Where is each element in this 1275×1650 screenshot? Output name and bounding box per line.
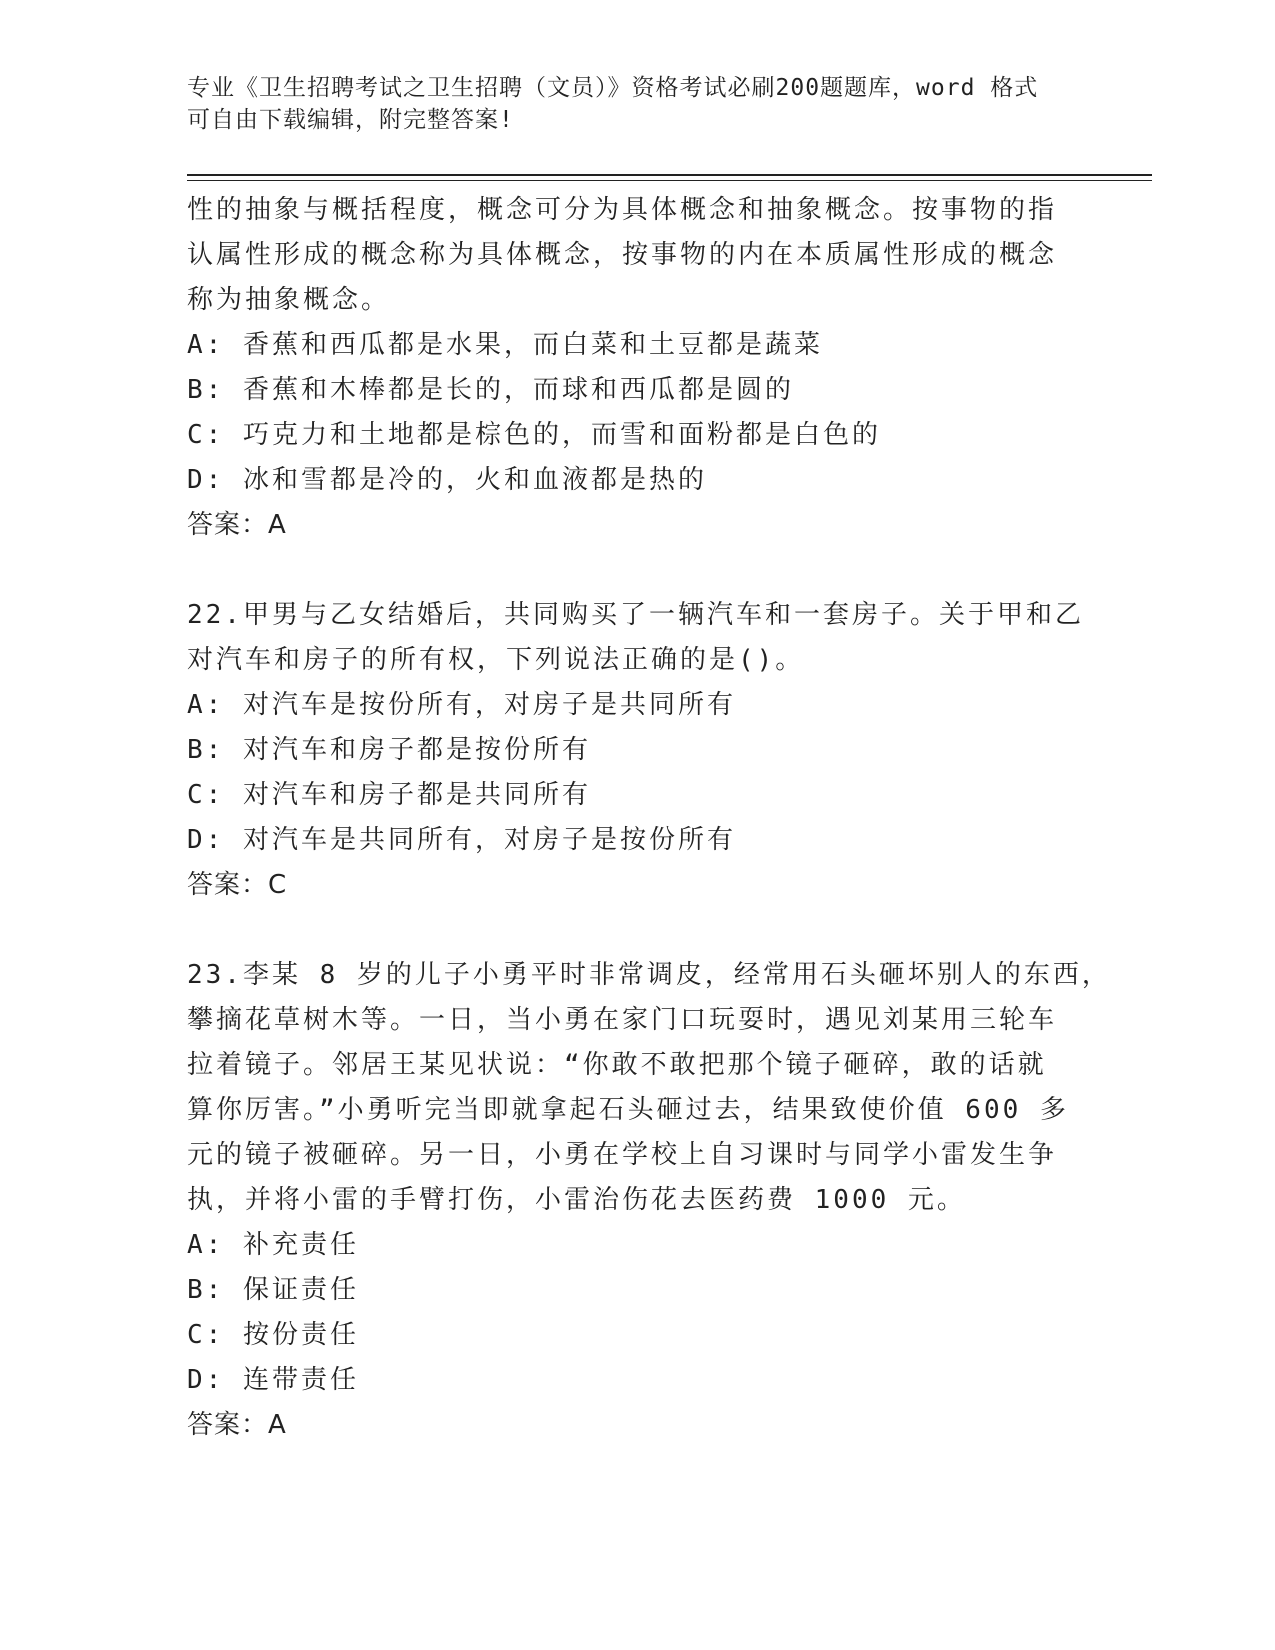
- option-b: B: 保证责任: [187, 1275, 359, 1305]
- header-rule-thin: [187, 180, 1152, 181]
- answer: 答案：A: [187, 510, 287, 540]
- header-rule-thick: [187, 174, 1152, 176]
- option-c: C: 按份责任: [187, 1320, 359, 1350]
- question-23: [187, 953, 1111, 1448]
- question-stem-line: 执，并将小雷的手臂打伤，小雷治伤花去医药费 1000 元。: [187, 1185, 966, 1215]
- question-text-line: 认属性形成的概念称为具体概念，按事物的内在本质属性形成的概念: [187, 240, 1058, 270]
- question-stem-line: 对汽车和房子的所有权，下列说法正确的是()。: [187, 645, 805, 675]
- question-21: [187, 188, 1067, 548]
- answer: 答案：C: [187, 870, 288, 900]
- option-a: A: 对汽车是按份所有，对房子是共同所有: [187, 690, 736, 720]
- header-line-2: 可自由下载编辑，附完整答案!: [187, 107, 514, 133]
- option-a: A: 补充责任: [187, 1230, 359, 1260]
- option-d: D: 对汽车是共同所有，对房子是按份所有: [187, 825, 736, 855]
- question-text-line: 称为抽象概念。: [187, 285, 391, 315]
- option-b: B: 对汽车和房子都是按份所有: [187, 735, 591, 765]
- question-stem-line: 攀摘花草树木等。一日，当小勇在家门口玩耍时，遇见刘某用三轮车: [187, 1005, 1058, 1035]
- page-header: [187, 72, 1067, 136]
- option-d: D: 连带责任: [187, 1365, 359, 1395]
- document-body: [187, 188, 1111, 1448]
- question-stem-line: 22.甲男与乙女结婚后，共同购买了一辆汽车和一套房子。关于甲和乙: [187, 600, 1084, 630]
- spacer: [187, 908, 1067, 953]
- answer: 答案：A: [187, 1410, 287, 1440]
- option-b: B: 香蕉和木棒都是长的，而球和西瓜都是圆的: [187, 375, 794, 405]
- option-c: C: 对汽车和房子都是共同所有: [187, 780, 591, 810]
- option-d: D: 冰和雪都是冷的，火和血液都是热的: [187, 465, 707, 495]
- option-a: A: 香蕉和西瓜都是水果，而白菜和土豆都是蔬菜: [187, 330, 823, 360]
- option-c: C: 巧克力和土地都是棕色的，而雪和面粉都是白色的: [187, 420, 881, 450]
- header-line-1: 专业《卫生招聘考试之卫生招聘（文员）》资格考试必刷200题题库，word 格式: [187, 75, 1039, 101]
- question-22: [187, 593, 1084, 908]
- question-stem-line: 算你厉害。”小勇听完当即就拿起石头砸过去，结果致使价值 600 多: [187, 1095, 1069, 1125]
- question-text-line: 性的抽象与概括程度，概念可分为具体概念和抽象概念。按事物的指: [187, 195, 1058, 225]
- question-stem-line: 拉着镜子。邻居王某见状说：“你敢不敢把那个镜子砸碎，敢的话就: [187, 1050, 1047, 1080]
- question-stem-line: 23.李某 8 岁的儿子小勇平时非常调皮，经常用石头砸坏别人的东西，: [187, 960, 1111, 990]
- question-stem-line: 元的镜子被砸碎。另一日，小勇在学校上自习课时与同学小雷发生争: [187, 1140, 1058, 1170]
- spacer: [187, 548, 1067, 593]
